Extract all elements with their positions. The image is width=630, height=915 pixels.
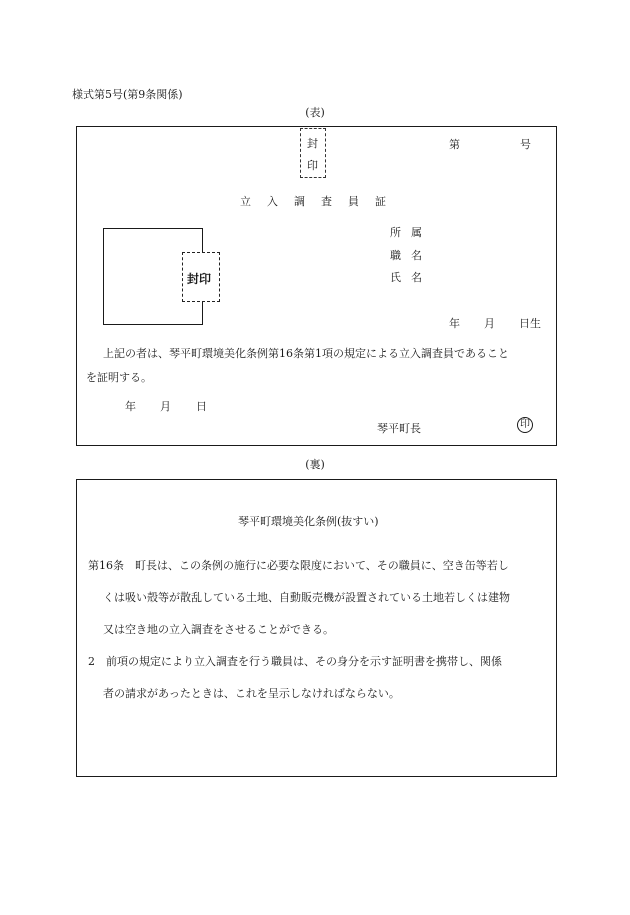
official-seal-mark: 印 <box>517 417 533 433</box>
issue-month: 月 <box>160 400 171 413</box>
field-affiliation: 所属 <box>390 226 432 239</box>
birth-day: 日生 <box>519 317 541 330</box>
back-label: (裏) <box>305 458 325 471</box>
certification-line-2: を証明する。 <box>86 371 152 384</box>
field-position: 職名 <box>390 249 432 262</box>
issue-day: 日 <box>196 400 207 413</box>
article-line-1: 第16条 町長は、この条例の施行に必要な限度において、その職員に、空き缶等若し <box>88 559 509 572</box>
paragraph2-line-1: 2 前項の規定により立入調査を行う職員は、その身分を示す証明書を携帯し、関係 <box>88 655 502 668</box>
paragraph2-line-2: 者の請求があったときは、これを呈示しなければならない。 <box>103 687 400 700</box>
front-label: (表) <box>305 106 325 119</box>
seal-char-2: 印 <box>307 159 318 172</box>
form-label: 様式第5号(第9条関係) <box>72 88 183 101</box>
ordinance-title: 琴平町環境美化条例(抜すい) <box>238 515 379 528</box>
article-line-2: くは吸い殻等が散乱している土地、自動販売機が設置されている土地若しくは建物 <box>103 591 510 604</box>
birth-year: 年 <box>449 317 460 330</box>
seal-char-1: 封 <box>307 137 318 150</box>
number-prefix: 第 <box>449 138 460 151</box>
number-suffix: 号 <box>520 138 531 151</box>
issuer-name: 琴平町長 <box>377 422 421 435</box>
photo-seal-label: 封印 <box>187 272 212 286</box>
field-name: 氏名 <box>390 271 432 284</box>
article-line-3: 又は空き地の立入調査をさせることができる。 <box>103 623 334 636</box>
certification-line-1: 上記の者は、琴平町環境美化条例第16条第1項の規定による立入調査員であること <box>103 347 509 360</box>
issue-year: 年 <box>125 400 136 413</box>
card-title: 立入調査員証 <box>240 195 402 208</box>
birth-month: 月 <box>484 317 495 330</box>
